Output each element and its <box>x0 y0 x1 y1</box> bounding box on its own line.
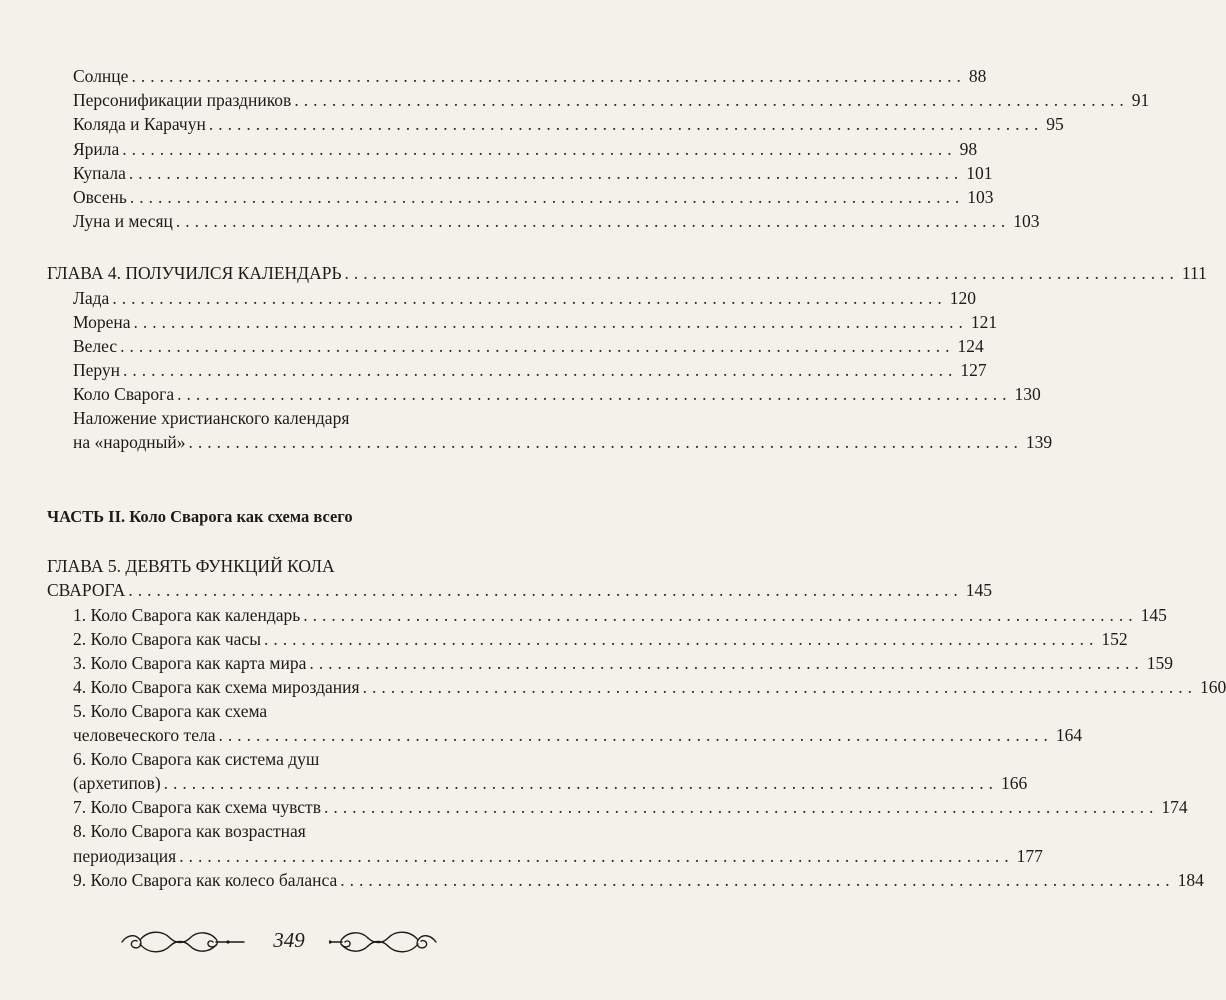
toc-entry <box>73 311 998 333</box>
toc-entry-page: 139 <box>1025 432 1053 452</box>
part-title: Коло Сварога как схема всего <box>129 507 353 526</box>
toc-entry-title-line1: Наложение христианского календаря <box>73 408 350 428</box>
leader-dots: ......................................................................................... <box>323 797 1159 817</box>
leader-dots: ......................................................................................... <box>112 288 947 308</box>
toc-entry <box>73 724 1083 746</box>
toc-entry <box>73 796 1188 818</box>
chapter-title-line2: СВАРОГА <box>47 580 126 600</box>
toc-entry-title: Коляда и Карачун <box>73 114 206 134</box>
toc-entry-title-line1: 8. Коло Сварога как возрастная <box>73 821 306 841</box>
toc-entry <box>73 287 976 309</box>
toc-entry-title-line2: на «народный» <box>73 432 186 452</box>
toc-entry-page: 98 <box>959 139 978 159</box>
leader-dots: ......................................................................................... <box>122 139 957 159</box>
toc-entry <box>73 772 1028 794</box>
leader-dots: ......................................................................................... <box>131 66 966 86</box>
toc-entry-page: 127 <box>960 360 987 380</box>
leader-dots: ......................................................................................... <box>120 336 955 356</box>
toc-entry <box>73 383 1041 405</box>
toc-entry-title-line2: периодизация <box>73 846 177 866</box>
toc-entry-title: Ярила <box>73 139 120 159</box>
part-prefix: ЧАСТЬ II. <box>47 507 126 526</box>
leader-dots: ......................................................................................... <box>309 653 1144 673</box>
toc-entry-page: 124 <box>957 336 984 356</box>
leader-dots: ......................................................................................... <box>175 211 1011 231</box>
leader-dots: ......................................................................................... <box>362 677 1197 697</box>
toc-entry <box>73 431 1053 453</box>
toc-entry <box>73 210 1040 232</box>
toc-entry-title: Велес <box>73 336 118 356</box>
toc-entry-page: 184 <box>1177 870 1204 890</box>
leader-dots: ......................................................................................... <box>177 384 1012 404</box>
toc-entry-title: 1. Коло Сварога как календарь <box>73 605 301 625</box>
toc-entry-page: 120 <box>949 288 976 308</box>
toc-entry <box>73 138 978 160</box>
toc-entry-page: 91 <box>1131 90 1150 110</box>
toc-entry-page: 145 <box>1140 605 1167 625</box>
leader-dots: ......................................................................................... <box>344 263 1179 283</box>
toc-entry-page: 174 <box>1161 797 1188 817</box>
leader-dots: ......................................................................................... <box>133 312 968 332</box>
leader-dots: ......................................................................................... <box>208 114 1044 134</box>
part-heading <box>47 506 353 528</box>
leader-dots: ......................................................................................... <box>179 846 1014 866</box>
chapter-heading <box>47 262 1207 284</box>
toc-entry <box>73 359 987 381</box>
toc-entry-title: 3. Коло Сварога как карта мира <box>73 653 307 673</box>
toc-entry-title: Лада <box>73 288 110 308</box>
toc-entry <box>73 628 1128 650</box>
toc-entry <box>73 676 1226 698</box>
toc-entry-title-line1: 6. Коло Сварога как система душ <box>73 749 320 769</box>
toc-entry-page: 103 <box>967 187 994 207</box>
toc-entry-title: Купала <box>73 163 126 183</box>
toc-entry <box>73 869 1204 891</box>
toc-entry-page: 160 <box>1199 677 1226 697</box>
toc-entry-page: 152 <box>1101 629 1128 649</box>
chapter-page: 111 <box>1181 263 1207 283</box>
toc-entry-page: 88 <box>968 66 987 86</box>
leader-dots: ......................................................................................... <box>123 360 958 380</box>
leader-dots: ......................................................................................... <box>188 432 1023 452</box>
toc-entry-title: Перун <box>73 360 121 380</box>
toc-entry <box>73 113 1064 135</box>
toc-entry-page: 177 <box>1016 846 1043 866</box>
leader-dots: ......................................................................................... <box>128 163 964 183</box>
toc-entry <box>73 89 1150 111</box>
toc-entry-title-line1: 5. Коло Сварога как схема <box>73 701 268 721</box>
toc-entry-title: Солнце <box>73 66 129 86</box>
toc-entry-title: 9. Коло Сварога как колесо баланса <box>73 870 338 890</box>
page-number: 349 <box>249 925 329 955</box>
toc-entry <box>73 162 993 184</box>
toc-entry-title-line2: (архетипов) <box>73 773 161 793</box>
toc-entry-page: 121 <box>970 312 998 332</box>
toc-entry-title: Луна и месяц <box>73 211 173 231</box>
toc-entry-page: 159 <box>1146 653 1173 673</box>
chapter-heading <box>47 579 992 601</box>
chapter-page: 145 <box>965 580 992 600</box>
toc-entry-title: 7. Коло Сварога как схема чувств <box>73 797 321 817</box>
leader-dots: ......................................................................................... <box>340 870 1175 890</box>
toc-entry-title: 4. Коло Сварога как схема мироздания <box>73 677 360 697</box>
leader-dots: ......................................................................................... <box>218 725 1053 745</box>
toc-entry-page: 103 <box>1013 211 1040 231</box>
toc-entry-page: 164 <box>1055 725 1083 745</box>
toc-entry <box>73 604 1167 626</box>
toc-entry-page: 101 <box>966 163 993 183</box>
toc-entry-title-line2: человеческого тела <box>73 725 216 745</box>
leader-dots: ......................................................................................... <box>303 605 1138 625</box>
toc-entry-title: Овсень <box>73 187 127 207</box>
leader-dots: ......................................................................................... <box>128 580 963 600</box>
leader-dots: ......................................................................................... <box>163 773 999 793</box>
toc-entry-page: 130 <box>1014 384 1041 404</box>
toc-entry <box>73 652 1173 674</box>
toc-entry-title: Коло Сварога <box>73 384 175 404</box>
chapter-title: ГЛАВА 4. ПОЛУЧИЛСЯ КАЛЕНДАРЬ <box>47 263 342 283</box>
toc-entry-title: Персонификации праздников <box>73 90 292 110</box>
toc-entry <box>73 65 987 87</box>
toc-entry-page: 166 <box>1001 773 1028 793</box>
leader-dots: ......................................................................................... <box>129 187 965 207</box>
chapter-title-line1: ГЛАВА 5. ДЕВЯТЬ ФУНКЦИЙ КОЛА <box>47 556 335 576</box>
toc-entry-title: Морена <box>73 312 131 332</box>
toc-entry-page: 95 <box>1046 114 1064 134</box>
leader-dots: ......................................................................................... <box>263 629 1099 649</box>
toc-entry-title: 2. Коло Сварога как часы <box>73 629 261 649</box>
toc-entry <box>73 186 994 208</box>
leader-dots: ......................................................................................... <box>294 90 1129 110</box>
toc-entry <box>73 845 1043 867</box>
toc-entry <box>73 335 984 357</box>
